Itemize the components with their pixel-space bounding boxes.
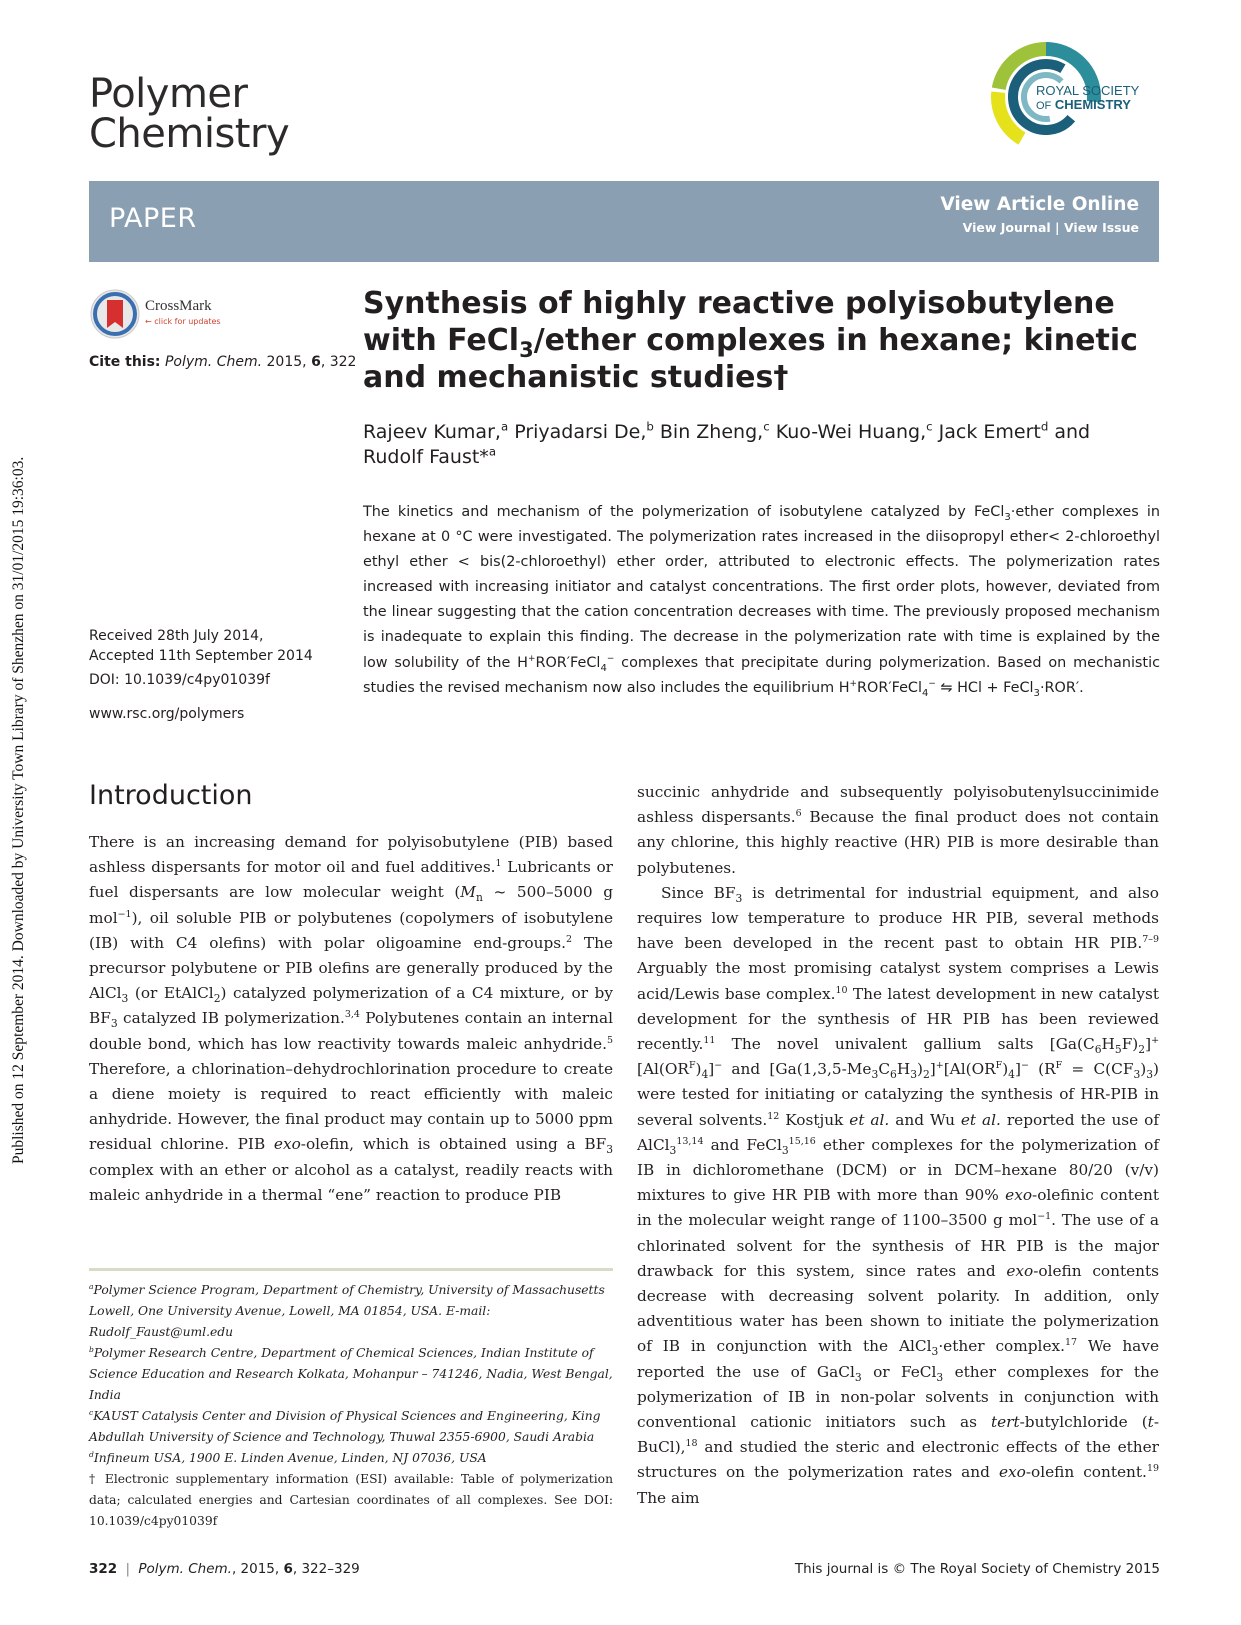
article-title: Synthesis of highly reactive polyisobutylene with FeCl$_3$/ether complexes in hexane; kinetic and mechanistic studies† xyxy=(363,286,1138,395)
citation-ref[interactable]: 5 xyxy=(606,1034,613,1046)
journal-title[interactable] xyxy=(89,71,290,157)
paragraph: Since $BF_3$ is detrimental for industrial equipment, and also requires low temperature to produce HR PIB, several methods have been developed in the recent past to obtain HR PIB.$^{7-9}$ Arguably the most promising catalyst system comprises a Lewis acid/Lewis base complex.$^{10}$ The latest development in new catalyst development for the synthesis of HR PIB has been reviewed recently.$^{11}$ The novel univalent gallium salts $[Ga(C_6H_5F)_2]^+[Al(OR^F)_4]^-$ and $[Ga(1,3,5-Me_3C_6H_3)_2]^+[Al(OR^F)_4]^-$ $(R^F = C(CF_3)_3)$ were tested for initiating or catalyzing the synthesis of HR-PIB in several solvents.$^{12}$ Kostjuk et al. and Wu et al. reported the use of AlCl$_3^{13,14}$ and FeCl$_3^{15,16}$ ether complexes for the polymerization of IB in dichloromethane (DCM) or in DCM–hexane 80/20 (v/v) mixtures to give HR PIB with more than 90% exo-olefinic content in the molecular weight range of 1100–3500 g mol$^{-1}$. The use of a chlorinated solvent for the synthesis of HR PIB is the major drawback for this system, since rates and exo-olefin contents decrease with decreasing solvent polarity. In addition, only adventitious water has been shown to initiate the polymerization of IB in conjunction with the AlCl$_3$·ether complex.$^{17}$ We have reported the use of GaCl$_3$ or FeCl$_3$ ether complexes for the polymerization of IB in non-polar solvents in conjunction with conventional cationic initiators such as tert-butylchloride (t-BuCl),$^{18}$ and studied the steric and electronic effects of the ether structures on the polymerization rates and exo-olefin content.$^{19}$ The aim xyxy=(637,883,1160,1507)
citation-ref[interactable]: 12 xyxy=(767,1110,780,1122)
body-column-left xyxy=(89,830,613,1208)
arrow-left-icon: ← xyxy=(145,317,152,326)
author[interactable]: Rajeev Kumar, xyxy=(363,421,501,443)
esi-dagger[interactable]: † xyxy=(773,360,789,395)
cite-year: 2015, xyxy=(266,354,307,370)
rsc-logo-line2: CHEMISTRY xyxy=(1054,97,1131,112)
view-issue-link[interactable]: View Issue xyxy=(1063,220,1139,235)
author[interactable]: Bin Zheng, xyxy=(653,421,764,443)
citation-ref[interactable]: 15,16 xyxy=(788,1135,816,1147)
footnote-affiliation-b: $^b$Polymer Research Centre, Department of Chemical Sciences, Indian Institute of Science Education and Research Kolkata, Mohanpur – 741246, Nadia, West Bengal, India xyxy=(89,1344,613,1402)
article-type-banner xyxy=(89,181,1159,262)
citation-ref[interactable]: 6 xyxy=(795,808,802,820)
cite-this xyxy=(89,354,356,370)
page-footer-copyright: This journal is © The Royal Society of Chemistry 2015 xyxy=(794,1561,1160,1577)
rsc-logo-line1: ROYAL SOCIETY xyxy=(1036,83,1140,98)
body-column-right xyxy=(637,780,1159,1511)
article-doi[interactable]: DOI: 10.1039/c4py01039f xyxy=(89,672,270,688)
crossmark-badge[interactable] xyxy=(89,288,234,340)
author[interactable]: Jack Emert xyxy=(932,421,1041,443)
citation-ref[interactable]: 18 xyxy=(685,1438,698,1450)
banner-separator: | xyxy=(1055,220,1060,235)
citation-ref[interactable]: 3,4 xyxy=(344,1009,360,1021)
received-dates xyxy=(89,626,313,666)
author[interactable]: Priyadarsi De, xyxy=(508,421,647,443)
citation-ref[interactable]: 7–9 xyxy=(1142,934,1159,946)
rsc-logo[interactable] xyxy=(988,38,1168,156)
journal-title-line1: Polymer xyxy=(89,71,248,117)
author[interactable]: Kuo-Wei Huang, xyxy=(769,421,927,443)
cite-prefix: Cite this: xyxy=(89,354,161,370)
rsc-logo-of: OF xyxy=(1036,100,1052,112)
abstract: The kinetics and mechanism of the polymerization of isobutylene catalyzed by FeCl$_3$·ether complexes in hexane at 0 °C were investigated. The polymerization rates increased in the diisopropyl ether< 2-chloroethyl ethyl ether < bis(2-chloroethyl) ether order, attributed to electronic effects. The polymerization rates increased with increasing initiator and catalyst concentrations. The first order plots, however, deviated from the linear suggesting that the cation concentration decreases with time. The previously proposed mechanism is inadequate to explain this finding. The decrease in the polymerization rate with time is explained by the low solubility of the H+ROR′FeCl$_4$− complexes that precipitate during polymerization. Based on mechanistic studies the revised mechanism now also includes the equilibrium H+ROR′FeCl$_4$− ⇋ HCl + FeCl$_3$·ROR′. xyxy=(363,504,1160,699)
footnote-affiliation-c: $^c$KAUST Catalysis Center and Division of Physical Sciences and Engineering, King Abdullah University of Science and Technology, Thuwal 2355-6900, Saudi Arabia xyxy=(89,1407,601,1444)
accepted-date: Accepted 11th September 2014 xyxy=(89,648,313,664)
author[interactable]: and Rudolf Faust* xyxy=(363,421,1091,468)
citation-ref[interactable]: 10 xyxy=(835,984,848,996)
citation-ref[interactable]: 1 xyxy=(495,858,502,870)
footnote-affiliation-a: $^a$Polymer Science Program, Department of Chemistry, University of Massachusetts Lowell, One University Avenue, Lowell, MA 01854, USA. E-mail: Rudolf_Faust@uml.edu xyxy=(89,1281,605,1339)
cite-journal: Polym. Chem. xyxy=(164,354,263,370)
page-number: 322 xyxy=(89,1561,118,1577)
crossmark-label: CrossMark xyxy=(145,298,212,314)
citation-ref[interactable]: 13,14 xyxy=(676,1135,704,1147)
crossmark-icon xyxy=(89,288,141,340)
footnote-divider xyxy=(89,1268,613,1271)
citation-ref[interactable]: 17 xyxy=(1064,1337,1078,1349)
download-notice: Published on 12 September 2014. Downloaded by University Town Library of Shenzhen on 31/01/2015 19:36:03. xyxy=(10,456,27,1164)
view-journal-link[interactable]: View Journal xyxy=(962,220,1051,235)
view-article-online-link[interactable]: View Article Online xyxy=(940,194,1139,215)
page-footer-left: 322 | Polym. Chem., 2015, 6, 322–329 xyxy=(89,1561,360,1577)
journal-url-link[interactable]: www.rsc.org/polymers xyxy=(89,706,245,722)
citation-ref[interactable]: 19 xyxy=(1146,1463,1159,1475)
footnotes xyxy=(89,1280,613,1532)
author-list: Rajeev Kumar,$^a$ Priyadarsi De,$^b$ Bin Zheng,$^c$ Kuo-Wei Huang,$^c$ Jack Emert$^d$ and Rudolf Faust*$^a$ xyxy=(363,419,1091,468)
section-heading-introduction: Introduction xyxy=(89,780,253,811)
footnote-esi: † Electronic supplementary information (ESI) available: Table of polymerization data; calculated energies and Cartesian coordinates of all complexes. See DOI: 10.1039/c4py01039f xyxy=(89,1472,613,1528)
received-date: Received 28th July 2014, xyxy=(89,628,264,644)
paragraph: succinic anhydride and subsequently polyisobutenylsuccinimide ashless dispersants.$^6$ Because the final product does not contain any chlorine, this highly reactive (HR) PIB is more desirable than polybutenes. xyxy=(637,783,1159,877)
citation-ref[interactable]: 11 xyxy=(703,1034,716,1046)
cite-volume: 6 xyxy=(311,354,321,370)
crossmark-sublabel: click for updates xyxy=(154,317,221,326)
article-type-label: PAPER xyxy=(109,203,197,234)
citation-ref[interactable]: 2 xyxy=(565,933,573,945)
journal-title-line2: Chemistry xyxy=(89,111,290,157)
cite-page: , 322 xyxy=(320,354,357,370)
paragraph: There is an increasing demand for polyisobutylene (PIB) based ashless dispersants for motor oil and fuel additives.$^1$ Lubricants or fuel dispersants are low molecular weight ($M_n$ ~ 500–5000 g mol$^{-1}$), oil soluble PIB or polybutenes (copolymers of isobutylene (IB) with C4 olefins) with polar oligoamine end-groups.$^2$ The precursor polybutene or PIB olefins are generally produced by the AlCl$_3$ (or EtAlCl$_2$) catalyzed polymerization of a C4 mixture, or by $BF_3$ catalyzed IB polymerization.$^{3,4}$ Polybutenes contain an internal double bond, which has low reactivity towards maleic anhydride.$^5$ Therefore, a chlorination–dehydrochlorination procedure to create a diene moiety is required to react efficiently with maleic anhydride. However, the final product may contain up to 5000 ppm residual chlorine. PIB exo-olefin, which is obtained using a $BF_3$ complex with an ether or alcohol as a catalyst, readily reacts with maleic anhydride in a thermal “ene” reaction to produce PIB xyxy=(89,833,613,1204)
footnote-affiliation-d: $^d$Infineum USA, 1900 E. Linden Avenue, Linden, NJ 07036, USA xyxy=(89,1449,487,1465)
